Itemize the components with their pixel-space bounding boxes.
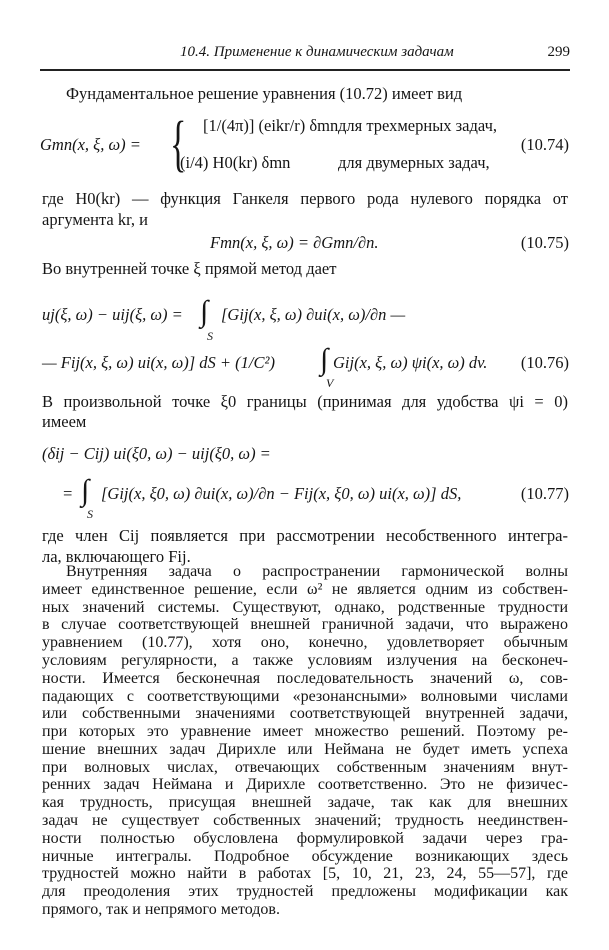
hankel-line-2: аргумента kr, и [42, 210, 148, 229]
hankel-line-1: где H0(kr) — функция Ганкеля первого рода нулевого порядка от [42, 189, 568, 208]
eq-10-74-brace: { [170, 110, 187, 178]
paragraph-line: условиям регулярности, а также условиям излучения на бесконеч- [42, 652, 568, 669]
header-rule [40, 69, 570, 71]
paragraph-line: ренних задач Неймана и Дирихле соответственно. Это не физичес- [42, 776, 568, 793]
eq-10-77-line2: [Gij(x, ξ0, ω) ∂ui(x, ω)/∂n − Fij(x, ξ0, ω) ui(x, ω)] dS, [101, 484, 462, 503]
eq-10-77-line1: (δij − Cij) ui(ξ0, ω) − uij(ξ0, ω) = [42, 444, 271, 463]
running-header [40, 44, 570, 68]
interior-point-text: Во внутренней точке ξ прямой метод дает [42, 259, 337, 278]
eq-10-76-int-s: S [207, 329, 213, 343]
eq-10-74-case1: [1/(4π)] (eikr/r) δmn [203, 116, 339, 135]
paragraph-line: прямого, так и непрямого методов. [42, 901, 280, 918]
eq-10-77-number: (10.77) [520, 484, 569, 503]
boundary-line-2: имеем [42, 412, 87, 431]
paragraph-line: для преодоления этих трудностей предложены модификации как [42, 883, 568, 900]
paragraph-line: ничные интегралы. Подробное обсуждение возникающих здесь [42, 848, 568, 865]
eq-10-74-case2: (i/4) H0(kr) δmn [180, 153, 291, 172]
paragraph-line: Внутренняя задача о распространении гармонической волны [66, 563, 568, 580]
section-title: 10.4. Применение к динамическим задачам [180, 44, 454, 60]
boundary-line-1: В произвольной точке ξ0 границы (принимая для удобства ψi = 0) [42, 392, 568, 411]
paragraph-line: ности полностью обусловлена формулировкой задачи через гра- [42, 830, 568, 847]
eq-10-74-case1-label: для трехмерных задач, [338, 116, 497, 135]
eq-10-76-number: (10.76) [520, 353, 569, 372]
eq-10-76-int-v: V [326, 376, 334, 390]
paragraph-line: имеет единственное решение, если ω² не является одним из собствен- [42, 581, 568, 598]
paragraph-line: уравнением (10.77), хотя оно, конечно, удовлетворяет обычным [42, 634, 568, 651]
eq-10-74-case2-label: для двумерных задач, [338, 153, 490, 172]
paragraph-line: или собственными значениями соответствующей внутренней задачи, [42, 705, 568, 722]
integral-sign: ∫ [320, 343, 329, 376]
paragraph-line: кая трудность, присущая внешней задаче, так как для внешних [42, 794, 568, 811]
paragraph-line: шение внешних задач Дирихле или Неймана не будет иметь успеха [42, 741, 568, 758]
integral-sign: ∫ [200, 295, 209, 328]
paragraph-line: трудностей можно найти в работах [5, 10, 21, 23, 24, 55—57], где [42, 865, 568, 882]
eq-10-77-eq-sign: = [62, 484, 74, 503]
eq-10-76-line2: — Fij(x, ξ, ω) ui(x, ω)] dS + (1/C²) [42, 353, 275, 372]
eq-10-77-int-s: S [87, 507, 93, 521]
eq-10-75: Fmn(x, ξ, ω) = ∂Gmn/∂n. [210, 233, 379, 252]
integral-sign: ∫ [81, 474, 90, 507]
term-line-1: где член Cij появляется при рассмотрении несобственного интегра- [42, 526, 568, 545]
eq-10-76-line2-rest: Gij(x, ξ, ω) ψi(x, ω) dv. [333, 353, 488, 372]
paragraph-line: при волновых числах, отвечающих собственным значениям внут- [42, 759, 568, 776]
paragraph-line: в случае соответствующей внешней граничной задачи, что выражено [42, 616, 568, 633]
intro-text: Фундаментальное решение уравнения (10.72) имеет вид [66, 84, 463, 103]
page-number: 299 [547, 44, 570, 60]
eq-10-76-line1: uj(ξ, ω) − uij(ξ, ω) = [42, 305, 183, 324]
paragraph-line: падающих с соответствующими «резонансными» волновыми числами [42, 688, 568, 705]
eq-10-74-lhs: Gmn(x, ξ, ω) = [40, 135, 141, 154]
paragraph-line: ных значений системы. Существуют, однако, родственные трудности [42, 599, 568, 616]
eq-10-75-number: (10.75) [520, 233, 569, 252]
paragraph-line: ности. Имеется бесконечная последовательность значений ω, сов- [42, 670, 568, 687]
eq-10-76-line1-rest: [Gij(x, ξ, ω) ∂ui(x, ω)/∂n — [221, 305, 406, 324]
paragraph-line: задач не существует собственных значений; трудность неединствен- [42, 812, 568, 829]
term-line-2: ла, включающего Fij. [42, 547, 191, 566]
eq-10-74-number: (10.74) [520, 135, 569, 154]
paragraph-line: при которых это уравнение имеет множество решений. Поэтому ре- [42, 723, 568, 740]
